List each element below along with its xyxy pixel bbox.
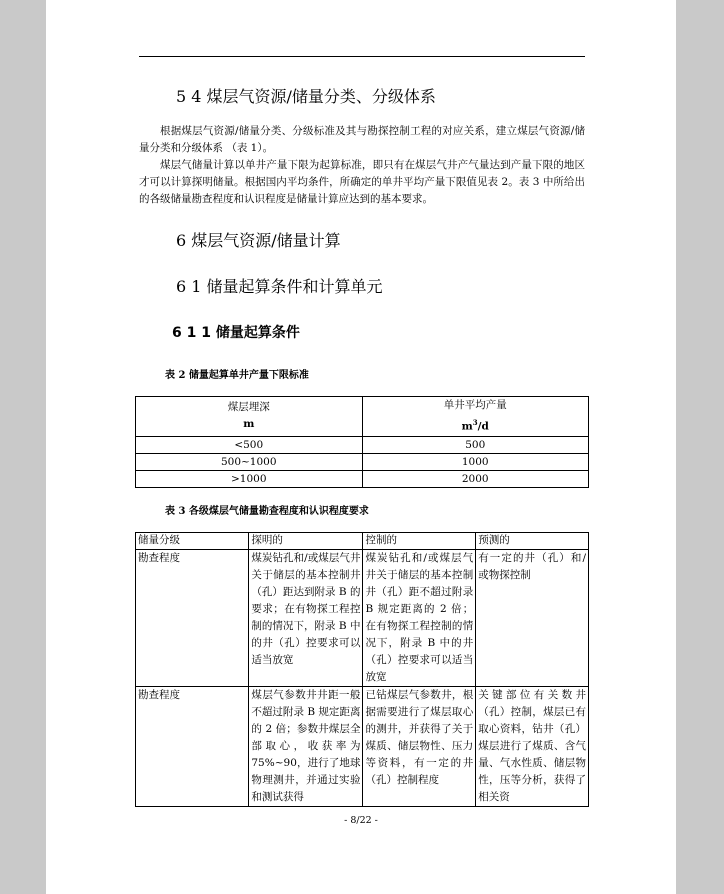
cell-proven: 煤炭钻孔和/或煤层气井关于储层的基本控制井（孔）距达到附录 B 的要求；在有物探工程控制的情况下，附录 B 中的井（孔）控要求可以适当放宽	[249, 550, 363, 687]
cell-output: 1000	[362, 453, 589, 470]
table-row	[136, 453, 589, 470]
page-number: - 8/22 -	[344, 815, 378, 826]
table-header-row	[136, 397, 589, 437]
table-row	[136, 436, 589, 453]
document-page	[46, 0, 676, 894]
header-cell-output: 单井平均产量 $m^3/d$	[362, 397, 589, 437]
section-heading-6-1-1: 6 1 1 储量起算条件	[172, 325, 300, 341]
cell-controlled: 已钻煤层气参数井，根据需要进行了煤层取心的测井，并获得了关于煤质、储层物性、压力等资料，有一定的井（孔）控制程度	[363, 687, 476, 807]
section-heading-6-1: 6 1 储量起算条件和计算单元	[176, 277, 383, 296]
table-row	[136, 550, 589, 687]
paragraph-reserve-threshold: 煤层气储量计算以单井产量下限为起算标准，即只有在煤层气井产气量达到产量下限的地区才可以计算探明储量。根据国内平均条件，所确定的单井平均产量下限值见表 2。表 3 中所给出的各级储量勘查程度和认识程度是储量计算应达到的基本要求。	[139, 159, 585, 205]
header-cell-proven: 探明的	[249, 533, 363, 550]
table3-caption: 表 3 各级煤层气储量勘查程度和认识程度要求	[165, 506, 369, 517]
cell-depth: 500~1000	[136, 453, 363, 470]
cell-output: 2000	[362, 470, 589, 487]
cell-predicted: 关键部位有关数井（孔）控制，煤层已有取心资料，钻井（孔）煤层进行了煤质、含气量、气水性质、储层物性，压等分析，获得了相关资	[476, 687, 589, 807]
table2-output-threshold	[135, 396, 589, 488]
header-cell-depth: 煤层埋深 m	[136, 397, 363, 437]
cell-output: 500	[362, 436, 589, 453]
cell-depth: <500	[136, 436, 363, 453]
cell-controlled: 煤炭钻孔和/或煤层气井关于储层的基本控制井（孔）距不超过附录 B 规定距离的 2 倍；在有物探工程控制的情况下，附录 B 中的井（孔）控要求可以适当放宽	[363, 550, 476, 687]
section-heading-6: 6 煤层气资源/储量计算	[176, 231, 341, 250]
table-row	[136, 470, 589, 487]
cell-proven: 煤层气参数井井距一般不超过附录 B 规定距离的 2 倍；参数井煤层全部取心，收获率为 75%~90，进行了地球物理测井，并通过实验和测试获得	[249, 687, 363, 807]
header-cell-predicted: 预测的	[476, 533, 589, 550]
paragraph-classification: 根据煤层气资源/储量分类、分级标准及其与勘探控制工程的对应关系，建立煤层气资源/储量分类和分级体系 （表 1）。	[139, 125, 585, 154]
cell-row-label: 勘查程度	[136, 550, 249, 687]
cell-depth: >1000	[136, 470, 363, 487]
section-heading-5-4: 5 4 煤层气资源/储量分类、分级体系	[176, 87, 436, 106]
cell-predicted: 有一定的井（孔）和/或物探控制	[476, 550, 589, 687]
header-rule	[139, 56, 585, 57]
header-cell-grade: 储量分级	[136, 533, 249, 550]
table3-reserve-requirements	[135, 532, 589, 807]
table-header-row	[136, 533, 589, 550]
table-row	[136, 687, 589, 807]
cell-row-label: 勘查程度	[136, 687, 249, 807]
header-cell-controlled: 控制的	[363, 533, 476, 550]
table2-caption: 表 2 储量起算单井产量下限标准	[165, 370, 309, 381]
